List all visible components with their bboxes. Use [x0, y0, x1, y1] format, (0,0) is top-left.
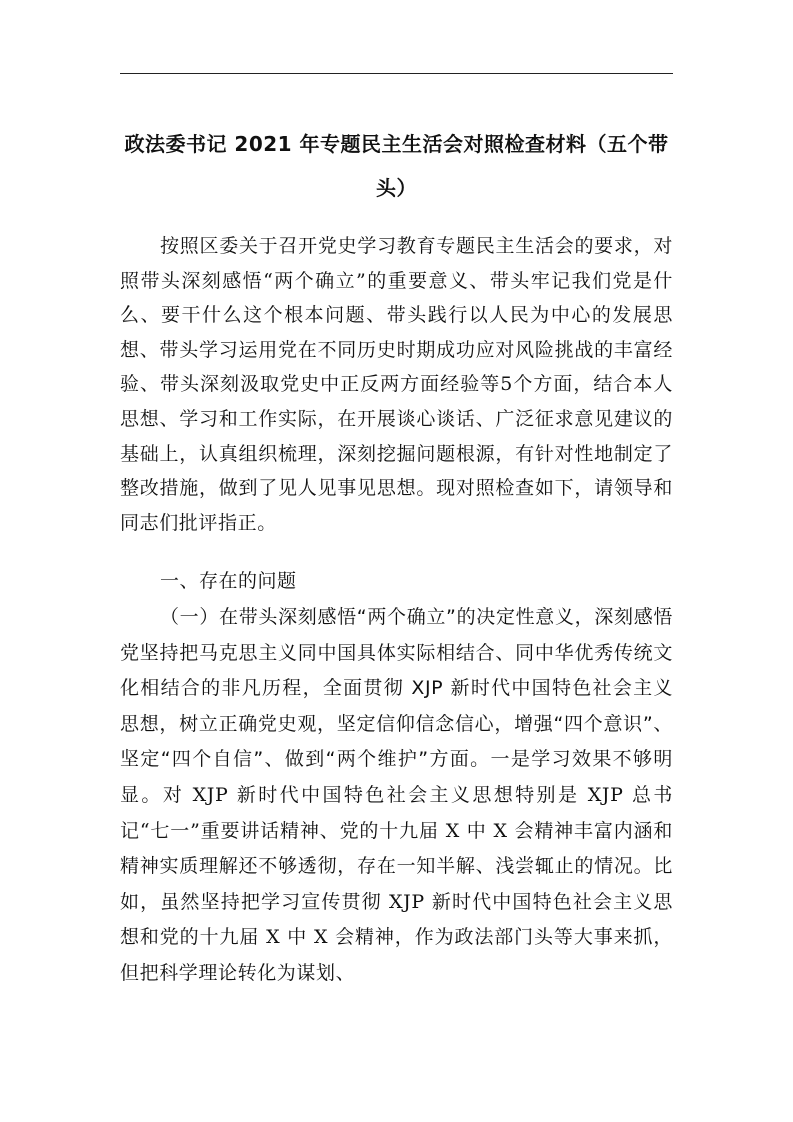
section-heading: 一、存在的问题: [160, 570, 297, 592]
header-rule: [120, 73, 673, 74]
subsection-body: 一是学习效果不够明显。对 XJP 新时代中国特色社会主义思想特别是 XJP 总书记“七一”重要讲话精神、党的十九届 X 中 X 会精神丰富内涵和精神实质理解还不够透彻，存在一知半解、浅尝辄止的情况。比如，虽然坚持把学习宣传贯彻 XJP 新时代中国特色社会主义思想和党的十九届 X 中 X 会精神，作为政法部门头等大事来抓，但把科学理论转化为谋划、: [120, 748, 673, 984]
body-paragraph: [120, 600, 673, 992]
document-title: 政法委书记 2021 年专题民主生活会对照检查材料（五个带头）: [124, 132, 669, 200]
subsection-heading: （一）在带头深刻感悟“两个确立”的决定性意义，深刻感悟党坚持把马克思主义同中国具体实际相结合、同中华优秀传统文化相结合的非凡历程，全面贯彻 XJP 新时代中国特色社会主义思想，树立正确党史观，坚定信仰信念信心，增强“四个意识”、坚定“四个自信”、做到“两个维护”方面。: [120, 606, 673, 771]
intro-paragraph: 按照区委关于召开党史学习教育专题民主生活会的要求，对照带头深刻感悟“两个确立”的重要意义、带头牢记我们党是什么、要干什么这个根本问题、带头践行以人民为中心的发展思想、带头学习运用党在不同历史时期成功应对风险挑战的丰富经验、带头深刻汲取党史中正反两方面经验等5个方面，结合本人思想、学习和工作实际，在开展谈心谈话、广泛征求意见建议的基础上，认真组织梳理，深刻挖掘问题根源，有针对性地制定了整改措施，做到了见人见事见思想。现对照检查如下，请领导和同志们批评指正。: [120, 235, 673, 534]
